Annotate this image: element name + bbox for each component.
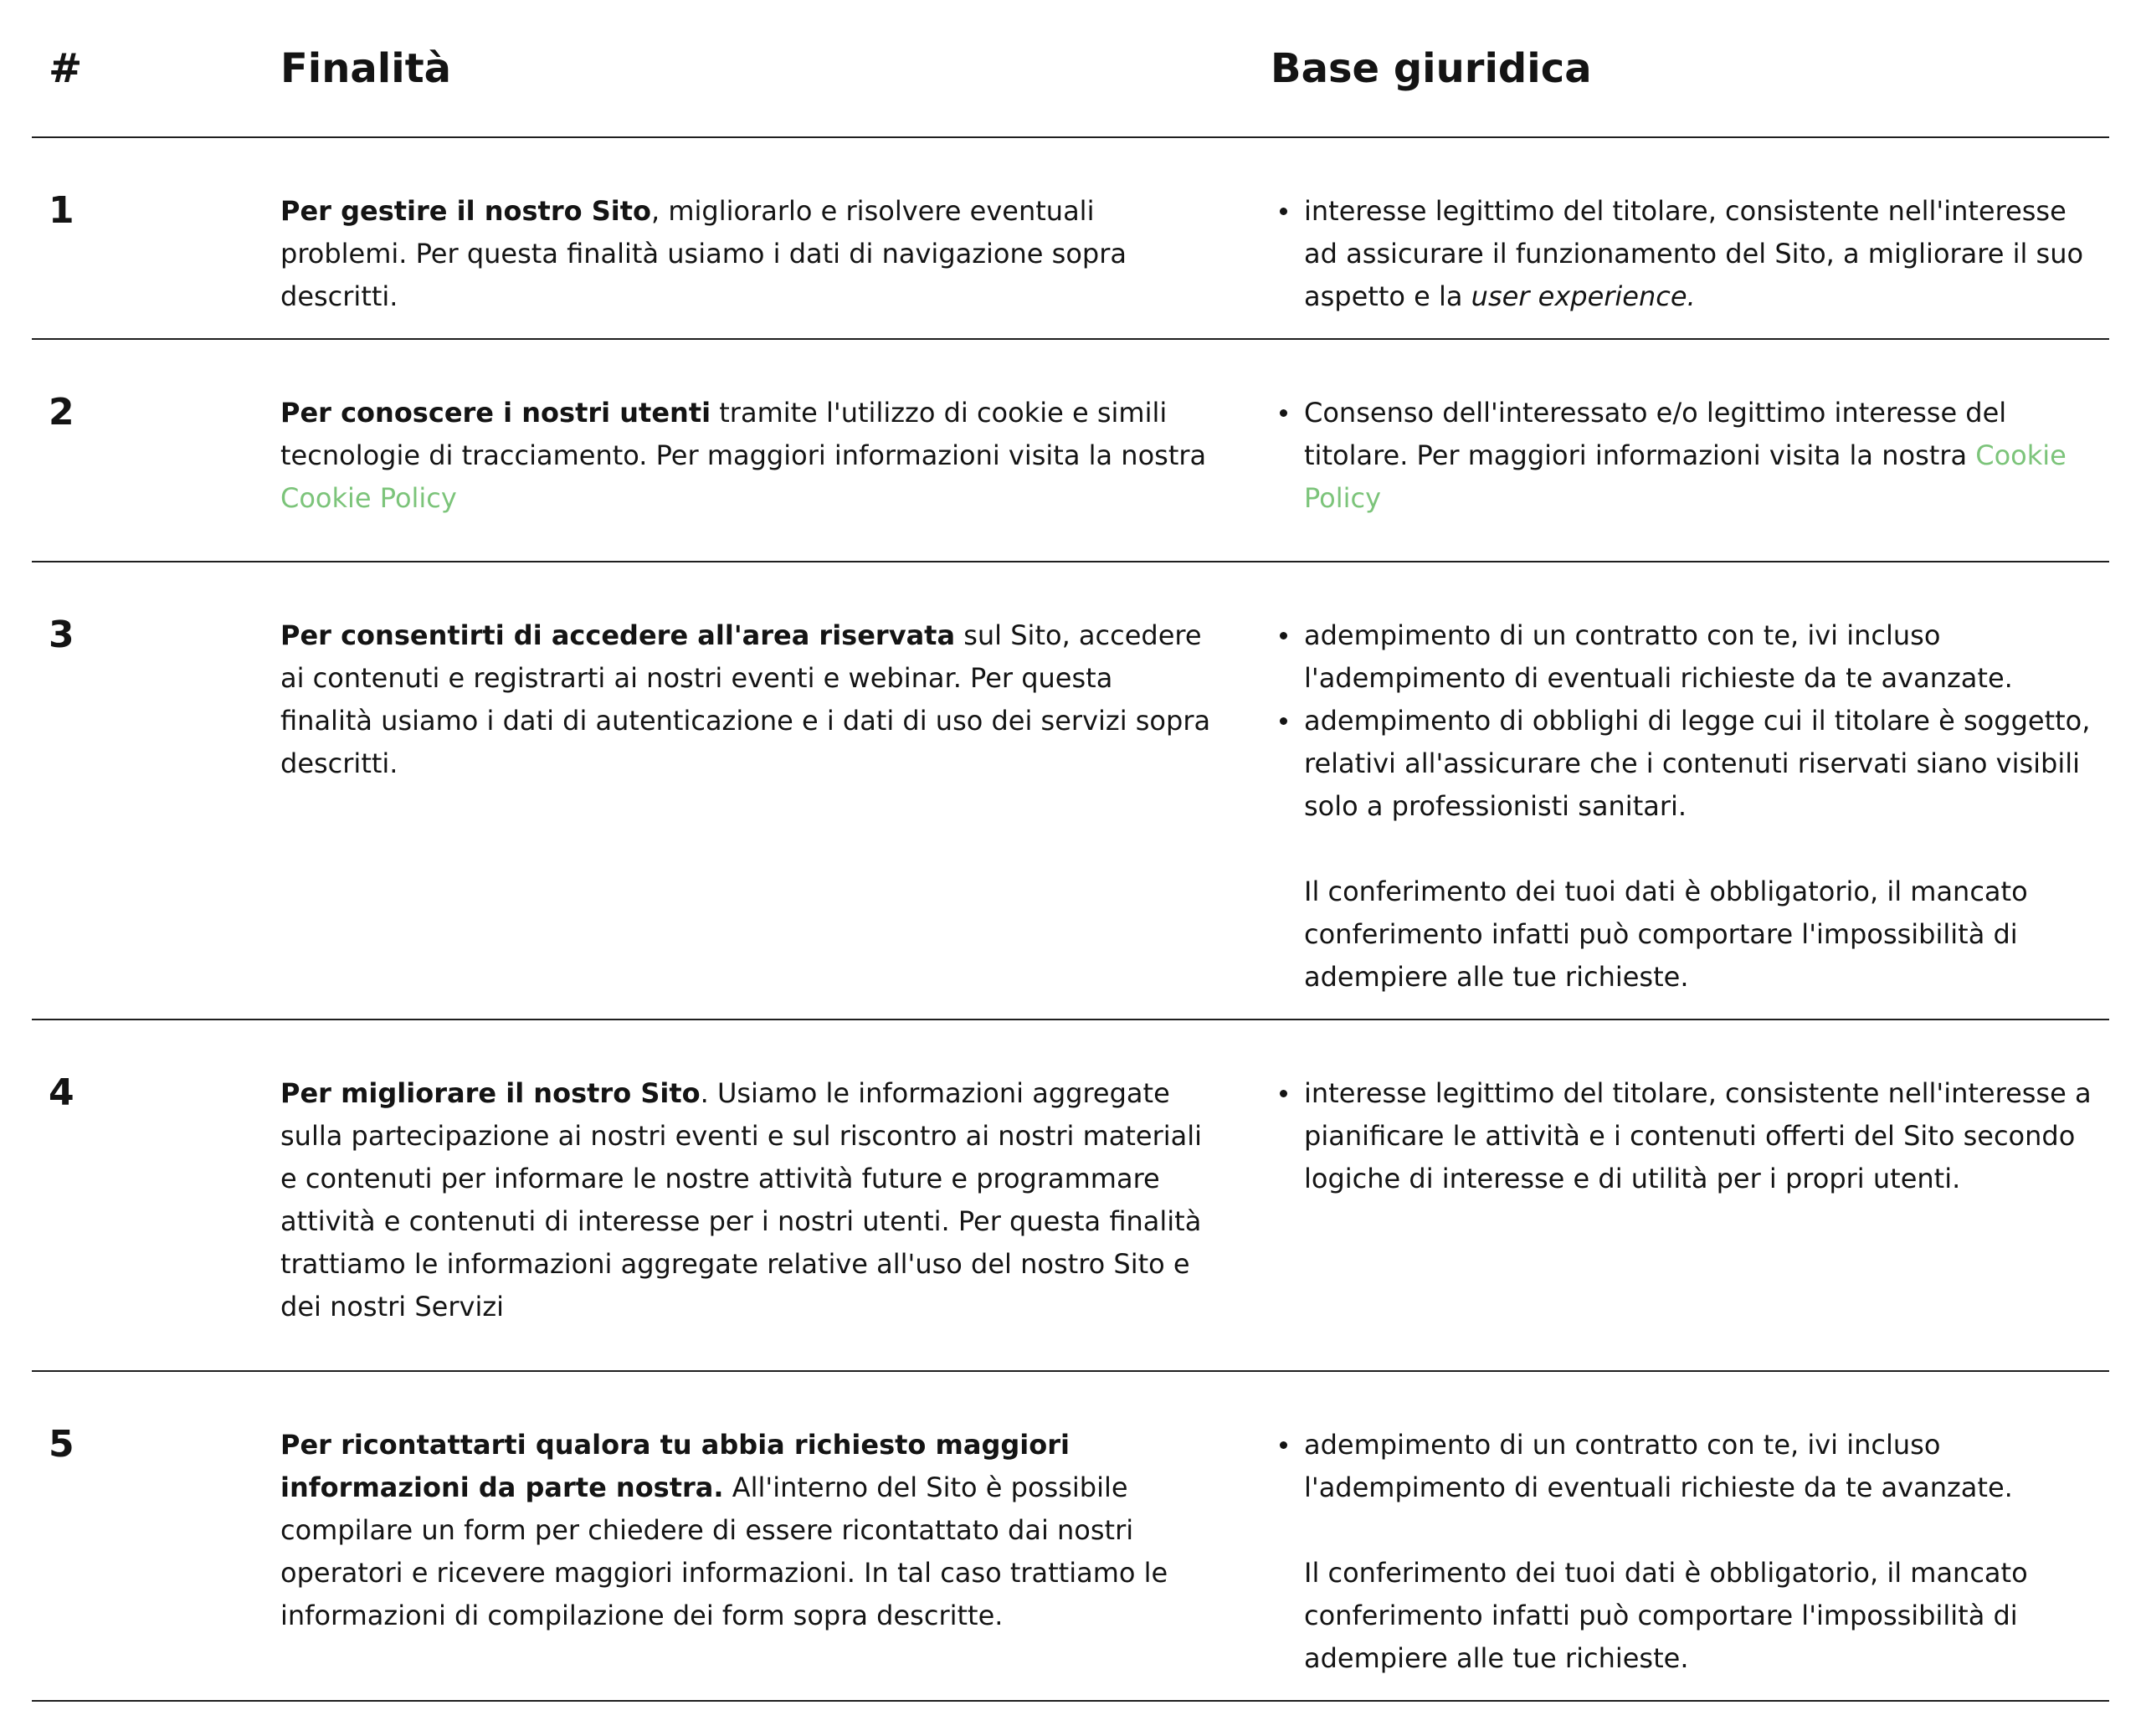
base-list bbox=[1271, 614, 2096, 828]
base-giuridica-cell bbox=[1271, 137, 2109, 339]
table-row bbox=[32, 339, 2109, 562]
base-list bbox=[1271, 190, 2096, 318]
base-giuridica-cell bbox=[1271, 1371, 2109, 1701]
processing-purposes-table bbox=[32, 0, 2109, 1702]
table-row bbox=[32, 1371, 2109, 1701]
base-item-italic: user experience. bbox=[1471, 280, 1696, 312]
row-number: 1 bbox=[32, 137, 280, 339]
base-list bbox=[1271, 1424, 2096, 1509]
finalita-text: tramite l'utilizzo di cookie e simili tecnologie di tracciamento. Per maggiori informazioni visita la nostra bbox=[280, 397, 1207, 471]
finalita-cell bbox=[280, 1020, 1271, 1371]
base-list bbox=[1271, 1072, 2096, 1200]
base-item: adempimento di un contratto con te, ivi incluso l'adempimento di eventuali richieste da te avanzate. bbox=[1304, 1424, 2096, 1509]
finalita-title: Per gestire il nostro Sito bbox=[280, 195, 652, 227]
finalita-text: sul Sito, accedere ai contenuti e registrarti ai nostri eventi e webinar. Per questa finalità usiamo i dati di autenticazione e i dati di uso dei servizi sopra descritti. bbox=[280, 619, 1211, 779]
base-item-text: interesse legittimo del titolare, consistente nell'interesse ad assicurare il funzionamento del Sito, a migliorare il suo aspetto e la bbox=[1304, 195, 2084, 312]
header-row bbox=[32, 0, 2109, 137]
table-row bbox=[32, 137, 2109, 339]
cookie-policy-link[interactable]: Cookie Policy bbox=[280, 482, 457, 514]
finalita-title: Per conoscere i nostri utenti bbox=[280, 397, 711, 429]
finalita-cell bbox=[280, 137, 1271, 339]
base-giuridica-cell bbox=[1271, 1020, 2109, 1371]
finalita-cell bbox=[280, 1371, 1271, 1701]
table-body bbox=[32, 137, 2109, 1701]
table-row bbox=[32, 1020, 2109, 1371]
base-note: Il conferimento dei tuoi dati è obbligatorio, il mancato conferimento infatti può comportare l'impossibilità di adempiere alle tue richieste. bbox=[1304, 1557, 2028, 1674]
header-base-giuridica: Base giuridica bbox=[1271, 0, 2109, 137]
finalita-title: Per consentirti di accedere all'area riservata bbox=[280, 619, 956, 651]
base-item-text: Consenso dell'interessato e/o legittimo interesse del titolare. Per maggiori informazioni visita la nostra bbox=[1304, 397, 2007, 471]
cookie-policy-link[interactable]: Cookie Policy bbox=[1304, 439, 2067, 514]
table-header bbox=[32, 0, 2109, 137]
base-item bbox=[1304, 190, 2096, 318]
base-item: adempimento di obblighi di legge cui il titolare è soggetto, relativi all'assicurare che i contenuti riservati siano visibili solo a professionisti sanitari. bbox=[1304, 700, 2096, 828]
base-item bbox=[1304, 392, 2096, 520]
base-giuridica-cell bbox=[1271, 339, 2109, 562]
table-row bbox=[32, 562, 2109, 1020]
finalita-cell bbox=[280, 339, 1271, 562]
finalita-text: All'interno del Sito è possibile compilare un form per chiedere di essere ricontattato dai nostri operatori e ricevere maggiori informazioni. In tal caso trattiamo le informazioni di compilazione dei form sopra descritte. bbox=[280, 1471, 1168, 1631]
finalita-title: Per ricontattarti qualora tu abbia richiesto maggiori informazioni da parte nostra. bbox=[280, 1429, 1070, 1503]
base-giuridica-cell bbox=[1271, 562, 2109, 1020]
base-item: adempimento di un contratto con te, ivi incluso l'adempimento di eventuali richieste da te avanzate. bbox=[1304, 614, 2096, 700]
row-number: 4 bbox=[32, 1020, 280, 1371]
finalita-text: . Usiamo le informazioni aggregate sulla partecipazione ai nostri eventi e sul riscontro ai nostri materiali e contenuti per informare le nostre attività future e programmare attività e contenuti di interesse per i nostri utenti. Per questa finalità trattiamo le informazioni aggregate relative all'uso del nostro Sito e dei nostri Servizi bbox=[280, 1077, 1203, 1323]
row-number: 3 bbox=[32, 562, 280, 1020]
base-note: Il conferimento dei tuoi dati è obbligatorio, il mancato conferimento infatti può comportare l'impossibilità di adempiere alle tue richieste. bbox=[1304, 876, 2028, 993]
header-number: # bbox=[32, 0, 280, 137]
base-list bbox=[1271, 392, 2096, 520]
header-finalita: Finalità bbox=[280, 0, 1271, 137]
row-number: 5 bbox=[32, 1371, 280, 1701]
base-item: interesse legittimo del titolare, consistente nell'interesse a pianificare le attività e i contenuti offerti del Sito secondo logiche di interesse e di utilità per i propri utenti. bbox=[1304, 1072, 2096, 1200]
finalita-cell bbox=[280, 562, 1271, 1020]
finalita-text: , migliorarlo e risolvere eventuali problemi. Per questa finalità usiamo i dati di navigazione sopra descritti. bbox=[280, 195, 1127, 312]
finalita-title: Per migliorare il nostro Sito bbox=[280, 1077, 701, 1109]
row-number: 2 bbox=[32, 339, 280, 562]
